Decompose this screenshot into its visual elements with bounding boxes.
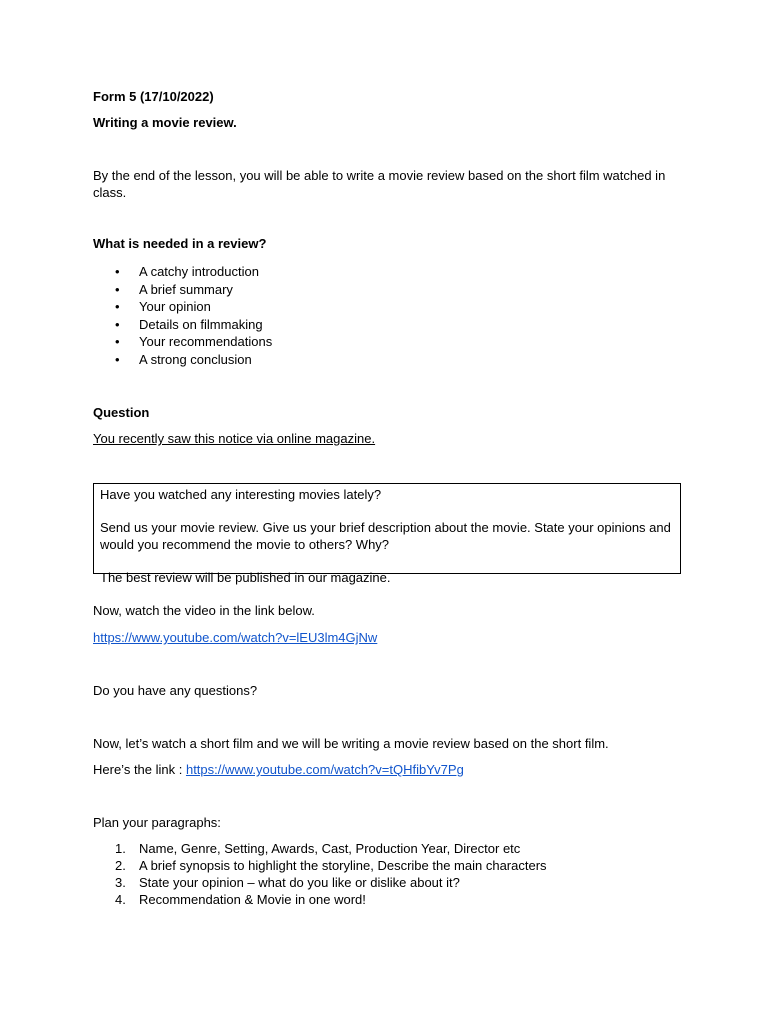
list-item: • Details on filmmaking: [115, 316, 263, 332]
short-film-instruction: Now, let’s watch a short film and we will be writing a movie review based on the short film.: [93, 736, 609, 751]
list-item: 1. Name, Genre, Setting, Awards, Cast, Production Year, Director etc: [115, 841, 521, 856]
bullet-icon: •: [115, 351, 120, 367]
questions-prompt: Do you have any questions?: [93, 683, 258, 698]
short-film-link-label: Here’s the link :: [93, 762, 186, 777]
question-intro: You recently saw this notice via online magazine.: [93, 431, 376, 446]
bullet-icon: •: [115, 334, 120, 350]
notice-line-3: The best review will be published in our magazine.: [100, 570, 391, 585]
list-item: • A catchy introduction: [115, 264, 259, 279]
short-film-link-line: [93, 761, 464, 778]
notice-line-2: Send us your movie review. Give us your brief description about the movie. State your opinions and would you recommend the movie to others? Why?: [100, 520, 671, 552]
lesson-objective: By the end of the lesson, you will be able to write a movie review based on the short film watched in class.: [93, 168, 666, 200]
plan-heading: Plan your paragraphs:: [93, 815, 221, 830]
list-item: • Your opinion: [115, 299, 211, 315]
review-needs-list: [93, 263, 653, 369]
bullet-icon: •: [115, 316, 120, 332]
document-title: Writing a movie review.: [93, 115, 237, 130]
list-item: 4. Recommendation & Movie in one word!: [115, 892, 366, 907]
plan-list: [93, 840, 673, 908]
notice-box: [93, 483, 681, 585]
video-instruction: Now, watch the video in the link below.: [93, 603, 315, 618]
list-item: • Your recommendations: [115, 334, 273, 350]
form-date-heading: Form 5 (17/10/2022): [93, 89, 214, 104]
notice-line-1: Have you watched any interesting movies lately?: [100, 487, 382, 502]
video-link[interactable]: https://www.youtube.com/watch?v=lEU3lm4GjNw: [93, 630, 378, 645]
review-needs-heading: What is needed in a review?: [93, 236, 267, 251]
bullet-icon: •: [115, 281, 120, 297]
bullet-icon: •: [115, 299, 120, 315]
list-item: 3. State your opinion – what do you like or dislike about it?: [115, 875, 460, 890]
list-item: • A brief summary: [115, 281, 233, 297]
list-item: • A strong conclusion: [115, 351, 252, 367]
bullet-icon: •: [115, 264, 120, 279]
short-film-link[interactable]: https://www.youtube.com/watch?v=tQHfibYv7Pg: [185, 762, 464, 777]
question-heading: Question: [93, 405, 150, 420]
list-item: 2. A brief synopsis to highlight the storyline, Describe the main characters: [115, 858, 547, 873]
